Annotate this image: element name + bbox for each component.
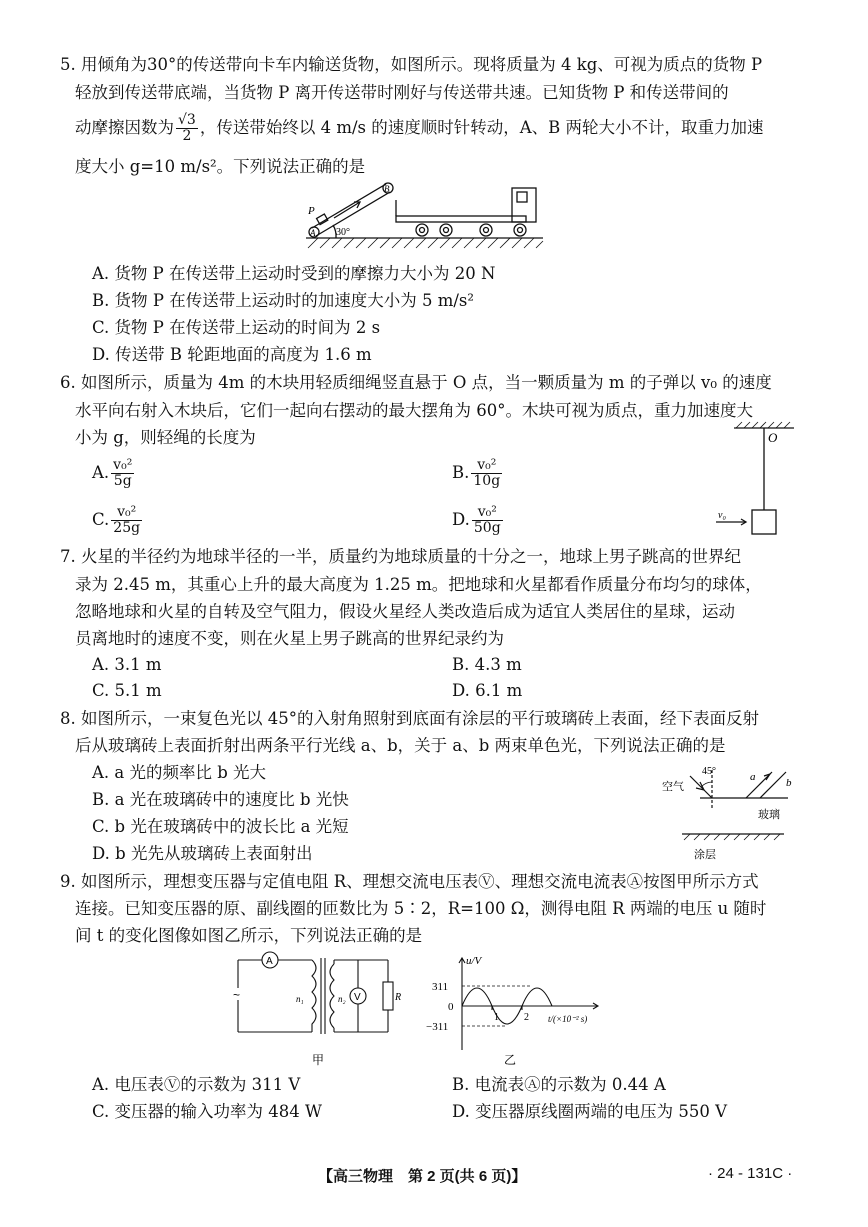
q5-option-d: D. 传送带 B 轮距地面的高度为 1.6 m [92,345,372,364]
q5-conveyor-truck-figure [298,178,548,250]
q8-line-2: 后从玻璃砖上表面折射出两条平行光线 a、b，关于 a、b 两束单色光，下列说法正确的是 [75,736,726,755]
caption-yi: 乙 [504,1053,517,1067]
q9-option-b: B. 电流表Ⓐ的示数为 0.44 A [452,1075,666,1094]
q5-option-b: B. 货物 P 在传送带上运动时的加速度大小为 5 m/s² [92,291,474,310]
label-angle: 45° [702,766,716,777]
q7-line-4: 员离地时的速度不变，则在火星上男子跳高的世界纪录约为 [75,629,504,648]
caption-jia: 甲 [312,1053,325,1067]
q7-line-1: 7. 火星的半径约为地球半径的一半，质量约为地球质量的十分之一，地球上男子跳高的世界纪 [60,547,741,566]
graph-tick-1: 1 [494,1012,499,1023]
q9-line-2: 连接。已知变压器的原、副线圈的匝数比为 5∶2，R=100 Ω，测得电阻 R 两端的电压 u 随时 [75,899,767,918]
belt-upper [312,184,386,228]
q6-option-a: A. $\frac{\text{v₀²}}{5g}$ [92,457,133,489]
q8-option-d: D. b 光先从玻璃砖上表面射出 [92,844,313,863]
q9-voltage-graph [420,950,620,1068]
label-voltmeter: V [354,992,361,1003]
graph-ylabel: u/V [466,955,482,967]
graph-zero: 0 [448,1001,454,1013]
label-r: R [395,992,402,1003]
page-footer-center: 【高三物理 第 2 页(共 6 页)】 [318,1168,527,1185]
q6-option-c: C. $\frac{\text{v₀²}}{25g}$ [92,504,141,536]
ray-b [760,772,786,798]
label-source: ~ [233,988,241,1002]
q9-line-1: 9. 如图所示，理想变压器与定值电阻 R、理想交流电压表Ⓥ、理想交流电流表Ⓐ按图甲所示方式 [60,872,759,891]
label-b: B [384,184,390,194]
ground-hatch [308,238,543,248]
q6-pendulum-figure [712,420,802,540]
q7-option-c: C. 5.1 m [92,681,162,700]
label-a: a [750,771,756,783]
q8-glass-figure [660,760,800,865]
q6-option-b: B. $\frac{\text{v₀²}}{10g}$ [452,457,501,489]
label-o: O [768,430,778,445]
q5-mu-prefix: 动摩擦因数为 [75,118,174,137]
q5-line-3-rest: ，传送带始终以 4 m/s 的速度顺时针转动，A、B 两轮大小不计，取重力加速 [199,118,764,137]
label-air: 空气 [662,781,684,793]
q9-circuit-figure [228,950,408,1068]
label-v0: v₀ [718,510,726,521]
graph-tick-2: 2 [524,1012,529,1023]
q8-line-1: 8. 如图所示，一束复色光以 45°的入射角照射到底面有涂层的平行玻璃砖上表面，经下表面反射 [60,709,759,728]
ceiling-hatch [736,422,790,428]
coating-hatch [684,834,780,840]
q8-option-c: C. b 光在玻璃砖中的波长比 a 光短 [92,817,349,836]
belt-arrow [334,202,360,218]
wood-block [752,510,776,534]
label-ammeter: A [266,956,273,967]
q5-line-2: 轻放到传送带底端，当货物 P 离开传送带时刚好与传送带共速。已知货物 P 和传送带间的 [75,83,729,102]
q6-line-2: 水平向右射入木块后，它们一起向右摆动的最大摆角为 60°。木块可视为质点，重力加速度大 [75,401,753,420]
label-n2: n₂ [338,994,346,1004]
label-angle: 30° [336,227,350,238]
q8-option-b: B. a 光在玻璃砖中的速度比 b 光快 [92,790,349,809]
belt-lower [316,192,390,236]
secondary-coil [330,964,334,1028]
q9-option-d: D. 变压器原线圈两端的电压为 550 V [452,1102,728,1121]
q9-option-c: C. 变压器的输入功率为 484 W [92,1102,322,1121]
graph-ymin: −311 [426,1021,449,1033]
label-p: P [308,205,315,217]
label-a: A [310,228,316,238]
q6-line-3: 小为 g，则轻绳的长度为 [75,428,256,447]
q7-option-d: D. 6.1 m [452,681,523,700]
graph-ymax: 311 [432,981,449,993]
q5-mu-den: 2 [182,128,192,144]
q5-option-c: C. 货物 P 在传送带上运动的时间为 2 s [92,318,381,337]
q9-line-3: 间 t 的变化图像如图乙所示，下列说法正确的是 [75,926,423,945]
label-glass: 玻璃 [758,809,780,821]
truck-cab [512,188,536,222]
q5-line-1: 5. 用倾角为30°的传送带向卡车内输送货物，如图所示。现将质量为 4 kg、可视为质点的货物 P [60,55,763,74]
q7-line-3: 忽略地球和火星的自转及空气阻力，假设火星经人类改造后成为适宜人类居住的星球，运动 [75,602,735,621]
label-n1: n₁ [296,994,304,1004]
q7-option-b: B. 4.3 m [452,655,522,674]
resistor [383,982,393,1010]
q5-mu-fraction [176,113,198,144]
q8-option-a: A. a 光的频率比 b 光大 [92,763,267,782]
truck-window [517,192,527,202]
q7-line-2: 录为 2.45 m，其重心上升的最大高度为 1.25 m。把地球和火星都看作质量分布均匀的球体， [75,575,762,594]
label-coating: 涂层 [694,849,716,861]
q5-mu-num: √3 [178,112,196,128]
q6-option-d: D. $\frac{\text{v₀²}}{50g}$ [452,504,501,536]
page-footer-code: · 24 - 131C · [708,1165,793,1182]
q7-option-a: A. 3.1 m [92,655,162,674]
q5-line-3 [75,113,764,144]
graph-xlabel: t/(×10⁻² s) [548,1014,588,1024]
q5-option-a: A. 货物 P 在传送带上运动时受到的摩擦力大小为 20 N [92,264,496,283]
truck-bed [396,216,526,222]
primary-coil [312,960,316,1032]
label-b: b [786,777,792,789]
q5-line-4: 度大小 g=10 m/s²。下列说法正确的是 [75,157,366,176]
q9-option-a: A. 电压表Ⓥ的示数为 311 V [92,1075,301,1094]
q6-line-1: 6. 如图所示，质量为 4m 的木块用轻质细绳竖直悬于 O 点，当一颗质量为 m 的子弹以 v₀ 的速度 [60,373,772,392]
